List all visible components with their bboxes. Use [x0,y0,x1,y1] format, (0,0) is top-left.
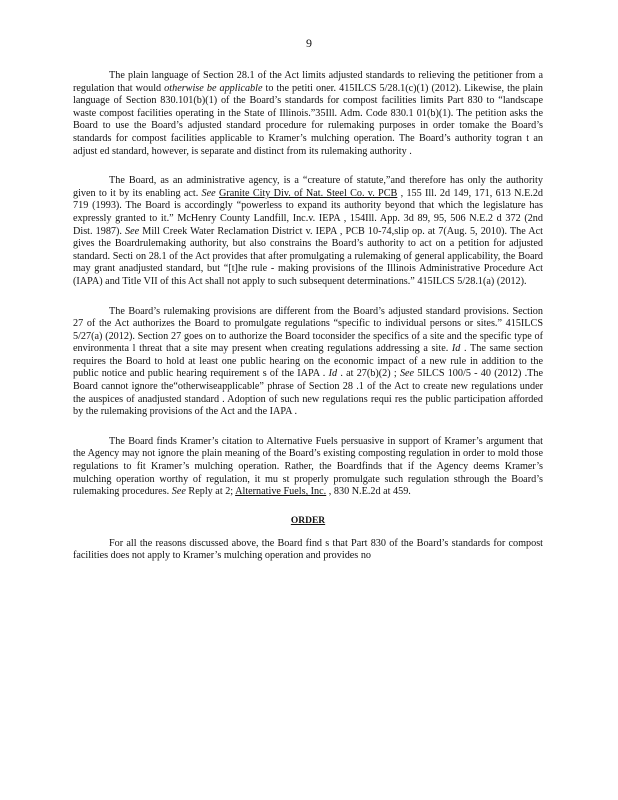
page-number: 9 [306,36,312,50]
paragraph-text: For all the reasons discussed above, the Board find s that Part 830 of the Board’s standards for compost facilities does not apply to Kramer’s mulching operation and provides no [73,537,543,562]
paragraph-text: to the petiti oner. 415ILCS 5/28.1(c)(1) (2012). Likewise, the plain language of Section 830.101(b)(1) of the Board’s standards for compost facilities limits Part 830 to “landscape waste compost facilities operating in the State of Illinois.”35Ill. Adm. Code 830.1 01(b)(1). The petition asks the Board to use the Board’s adjusted standard procedure for rulemaking purposes in order tomake the Board’s standards for compost facilities applicable to Kramer’s mulching operation. The Board’s authority togran t an adjust ed standard, however, is separate and distinct from its rulemaking authority . [73,82,544,157]
citation-signal: See [125,225,140,237]
case-name: Granite City Div. of Nat. Steel Co. v. PCB [218,187,398,199]
paragraph-2 [73,175,543,288]
paragraph-1 [73,70,543,158]
paragraph-5 [73,538,543,563]
paragraph-4 [73,436,543,499]
paragraph-text: Mill Creek Water Reclamation District v. IEPA , PCB 10-74,slip op. at 7(Aug. 5, 2010). The Act gives the Boardrulemaking authority, but also constrains the Board’s authority to act on a petition for adjusted standard. Secti on 28.1 of the Act provides that after promulgating a rulemaking of general applicability, the Board may grant anadjusted standard, but “[t]he rule - making provisions of the Illinois Administrative Procedure Act (IAPA) and Title VII of this Act shall not apply to such subsequent determinations.” 415ILCS 5/28.1(a) (2012). [73,225,544,287]
citation-signal: See [201,187,216,199]
paragraph-text: , 155 Ill. 2d 149, 171, 613 N.E.2d 719 (1993). The Board is accordingly “powerless to expand its authority beyond that which the legislature has expressly granted to it.” McHenry County Landfill, Inc.v. IEPA , 154Ill. App. 3d 89, 95, 506 N.E.2 d 372 (2nd Dist. 1987). [73,187,544,237]
paragraph-text: , 830 N.E.2d at 459. [326,486,411,498]
citation-signal: Id [451,343,461,355]
paragraph-text: . The same section requires the Board to hold at least one public hearing on the economic impact of a new rule in addition to the public notice and public hearing requirement s of the IAPA . [73,343,543,380]
citation-signal: See [171,486,186,498]
paragraph-text: The Board finds Kramer’s citation to Alternative Fuels persuasive in support of Kramer’s argument that the Agency may not ignore the plain meaning of the Board’s existing composting regulation in order to mold those regulations to fit Kramer’s mulching operation. Rather, the Boardfinds that if the Agency deems Kramer’s mulching operation worthy of regulation, it mu st properly promulgate such regulation sthrough the Board’s rulemaking procedures. [73,435,543,498]
paragraph-text: . at 27(b)(2) ; [337,368,400,380]
case-name: Alternative Fuels, Inc. [235,486,327,498]
italic-term: be applicable [206,82,263,94]
citation-signal: Id [328,368,338,380]
paragraph-3 [73,306,543,419]
paragraph-text: The Board, as an administrative agency, is a “creature of statute,”and therefore has only the authority given to it by its enabling act. [73,175,543,199]
italic-term: otherwise [164,82,204,94]
paragraph-text: 5ILCS 100/5 - 40 (2012) .The Board cannot ignore the“otherwiseapplicable” phrase of Section 28 .1 of the Act to create new regulations under the auspices of anadjusted standard . Adoption of such new regulations requi res the public participation afforded by the rulemaking provisions of the Act and the IAPA . [73,368,543,418]
paragraph-text: The plain language of Section 28.1 of the Act limits adjusted standards to relieving the petitioner from a regulation that would [73,70,543,94]
paragraph-text: The Board’s rulemaking provisions are different from the Board’s adjusted standard provisions. Section 27 of the Act authorizes the Board to promulgate regulations “specific to individual persons or sites.” 415ILCS 5/27(a) (2012). Section 27 goes on to authorize the Board toconsider the specifics of a site and the specific type of environmenta l threat that a site may present when creating regulations addressing a site. [73,305,543,355]
citation-signal: See [399,368,415,380]
paragraph-text: Reply at 2; [185,486,236,498]
order-heading: ORDER [290,515,326,526]
document-body [73,70,543,580]
